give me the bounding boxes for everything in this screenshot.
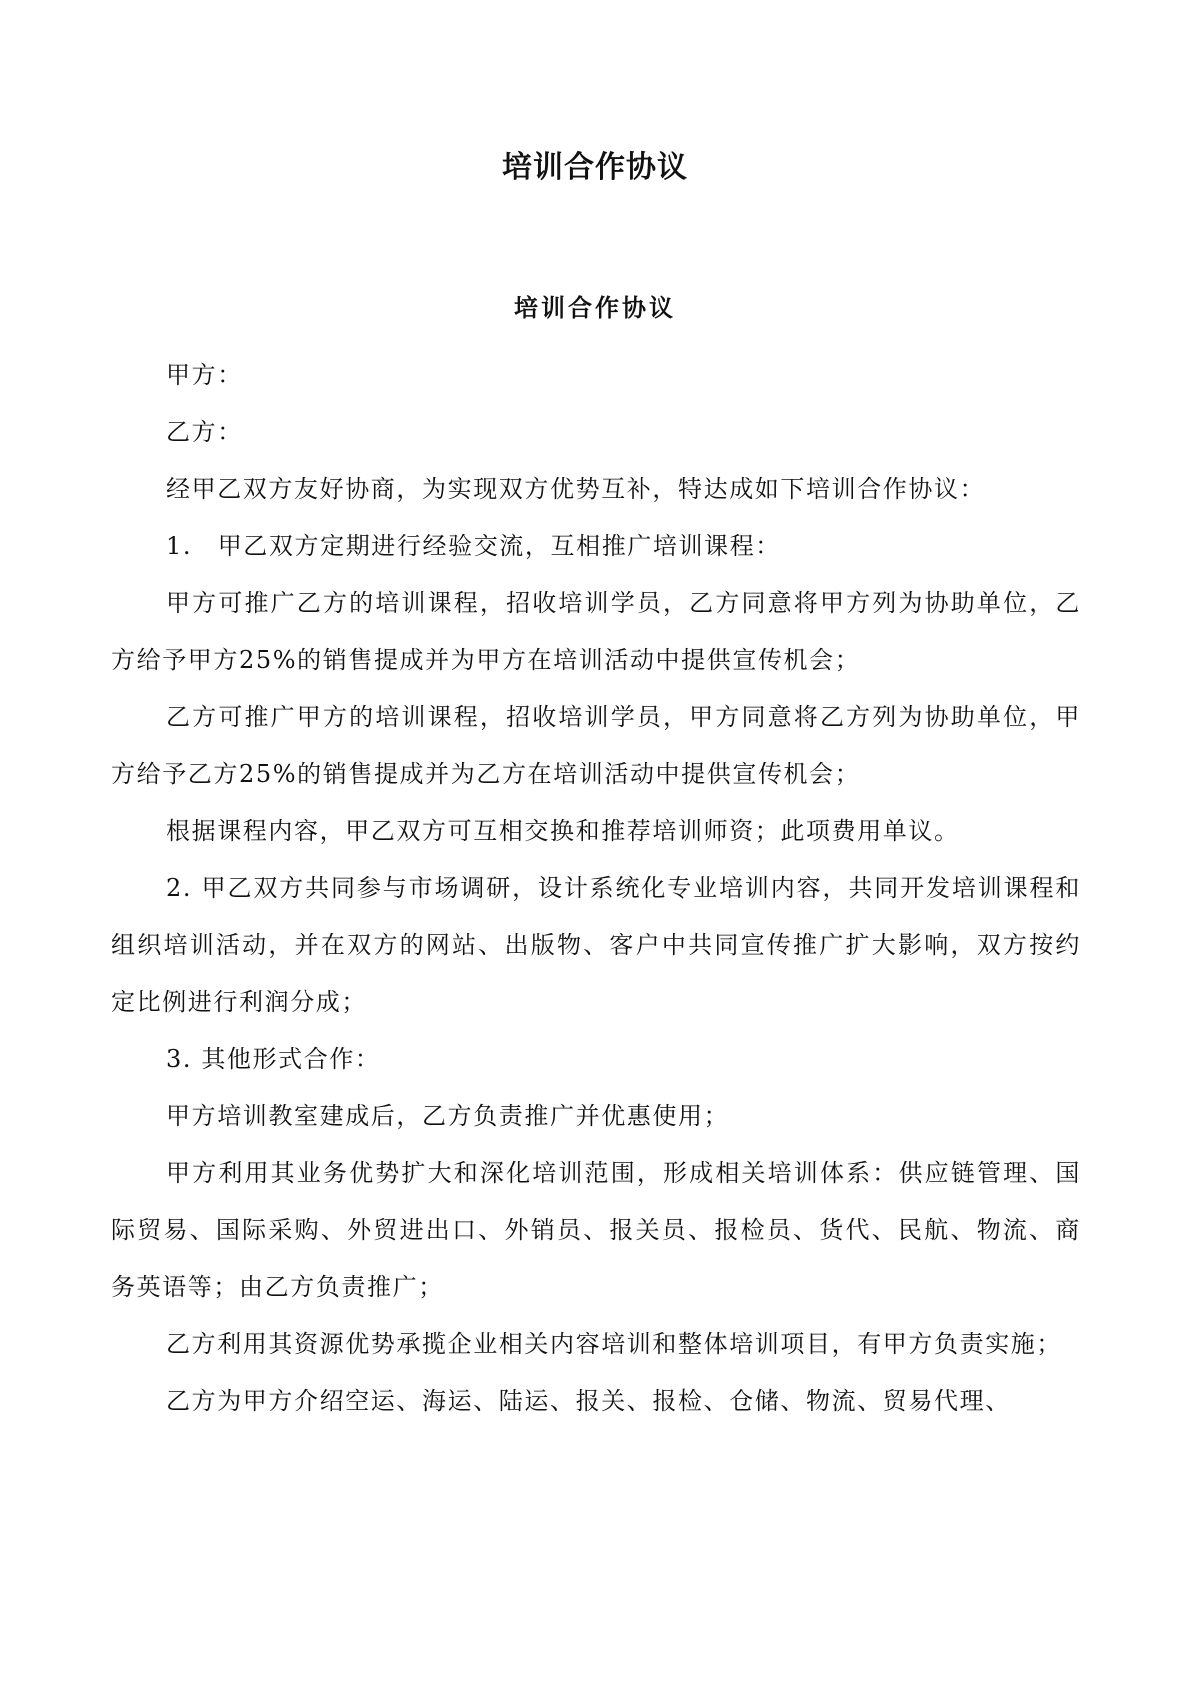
clause-3-paragraph-3: 乙方利用其资源优势承揽企业相关内容培训和整体培训项目，有甲方负责实施；	[166, 1330, 1062, 1358]
clause-3-heading: 3. 其他形式合作：	[166, 1045, 381, 1073]
clause-3-paragraph-2: 甲方利用其业务优势扩大和深化培训范围，形成相关培训体系：供应链管理、国际贸易、国际采购、外贸进出口、外销员、报关员、报检员、货代、民航、物流、商务英语等；由乙方负责推广；	[111, 1159, 1081, 1301]
party-b-line: 乙方：	[166, 418, 243, 446]
agreement-heading: 培训合作协议	[514, 293, 676, 322]
clause-3-paragraph-4: 乙方为甲方介绍空运、海运、陆运、报关、报检、仓储、物流、贸易代理、	[166, 1387, 1011, 1415]
clause-3-paragraph-1: 甲方培训教室建成后，乙方负责推广并优惠使用；	[166, 1102, 730, 1130]
document-title: 培训合作协议	[502, 150, 688, 185]
clause-1-paragraph-2: 乙方可推广甲方的培训课程，招收培训学员，甲方同意将乙方列为协助单位，甲方给予乙方25%的销售提成并为乙方在培训活动中提供宣传机会；	[111, 703, 1081, 788]
clause-1-paragraph-3: 根据课程内容，甲乙双方可互相交换和推荐培训师资；此项费用单议。	[166, 817, 960, 845]
agreement-body	[111, 347, 1081, 1430]
clause-1-paragraph-1: 甲方可推广乙方的培训课程，招收培训学员，乙方同意将甲方列为协助单位，乙方给予甲方25%的销售提成并为甲方在培训活动中提供宣传机会；	[111, 589, 1081, 674]
party-a-line: 甲方：	[166, 361, 243, 389]
clause-1-heading: 1. 甲乙双方定期进行经验交流，互相推广培训课程：	[166, 532, 781, 560]
intro-paragraph: 经甲乙双方友好协商，为实现双方优势互补，特达成如下培训合作协议：	[166, 475, 986, 503]
clause-2-paragraph: 2. 甲乙双方共同参与市场调研，设计系统化专业培训内容，共同开发培训课程和组织培训活动，并在双方的网站、出版物、客户中共同宣传推广扩大影响，双方按约定比例进行利润分成；	[111, 874, 1081, 1016]
